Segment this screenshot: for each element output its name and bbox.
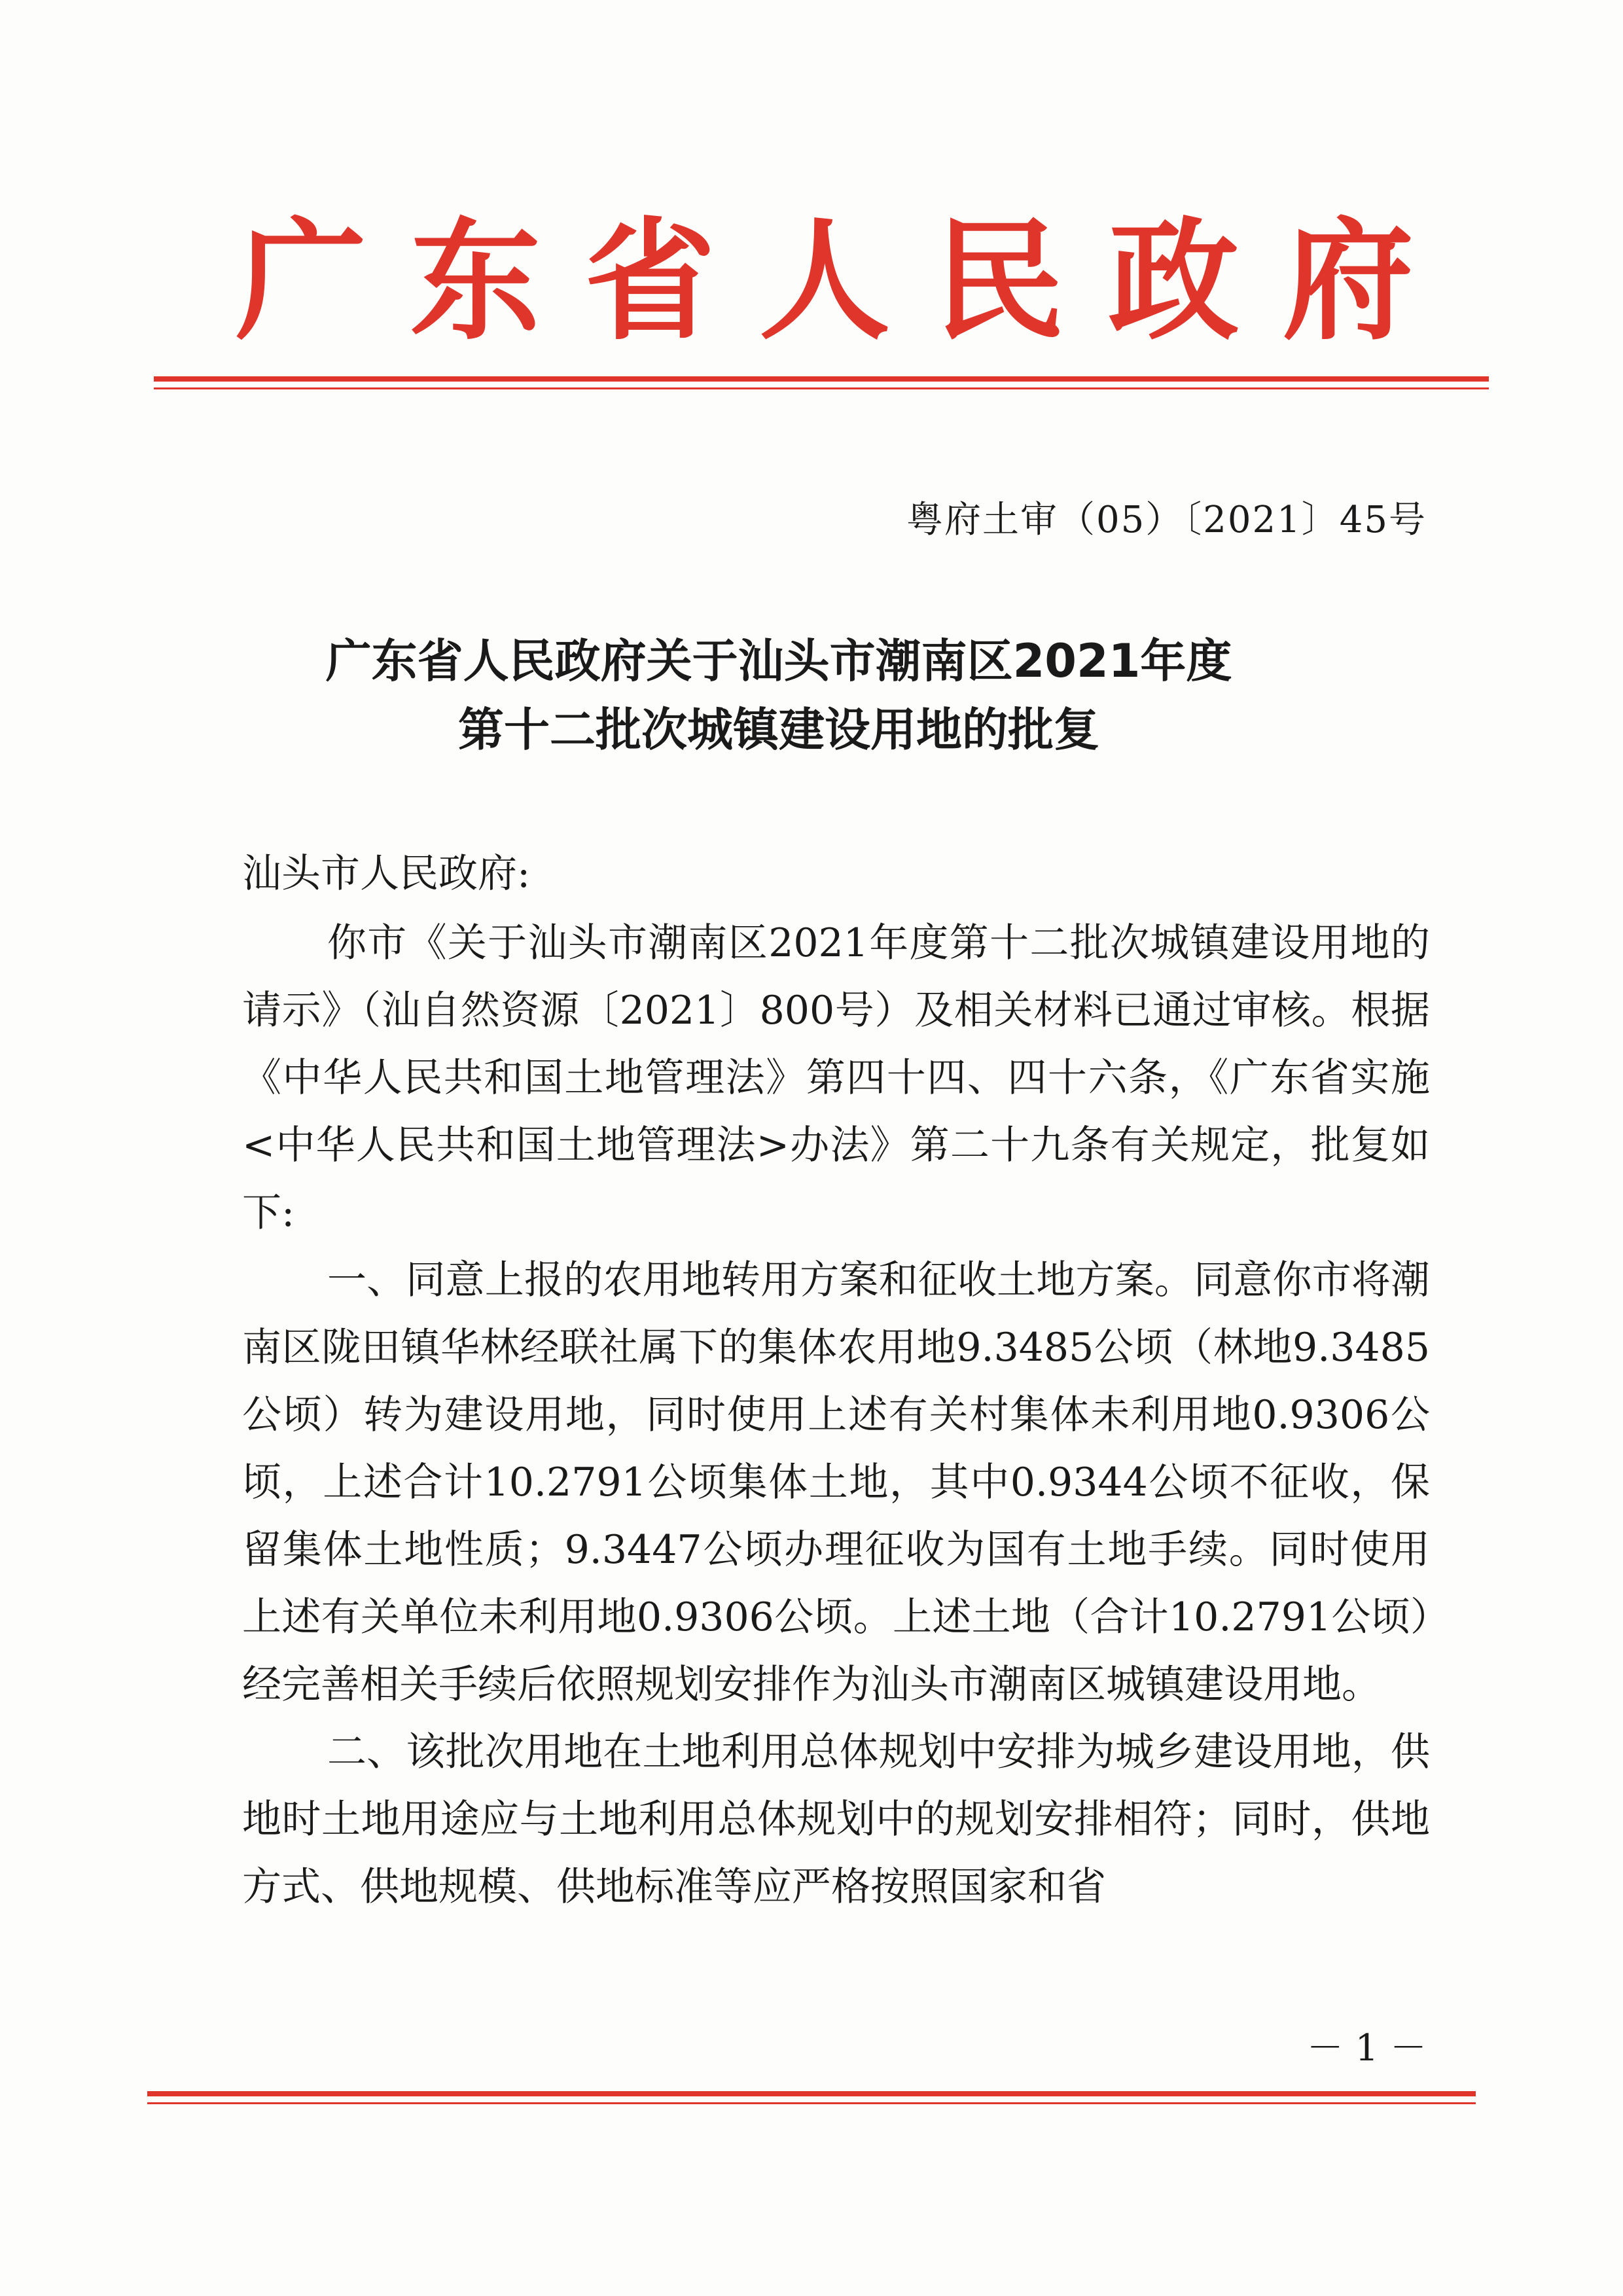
header-char: 民 <box>933 204 1065 358</box>
body-paragraph: 你市《关于汕头市潮南区2021年度第十二批次城镇建设用地的请示》（汕自然资源〔2021〕800号）及相关材料已通过审核。根据《中华人民共和国土地管理法》第四十四、四十六条，《广东省实施<中华人民共和国土地管理法>办法》第二十九条有关规定，批复如下: <box>242 920 1430 1236</box>
document-title-line-2: 第十二批次城镇建设用地的批复 <box>458 703 1099 757</box>
addressee: 汕头市人民政府: <box>242 851 531 897</box>
header-char: 人 <box>758 204 890 358</box>
header-red-rule-thin <box>154 387 1489 389</box>
body-paragraph: 二、该批次用地在土地利用总体规划中安排为城乡建设用地，供地时土地用途应与土地利用总体规划中的规划安排相符；同时，供地方式、供地规模、供地标准等应严格按照国家和省 <box>242 1729 1430 1910</box>
body-paragraph: 一、同意上报的农用地转用方案和征收土地方案。同意你市将潮南区陇田镇华林经联社属下的集体农用地9.3485公顷（林地9.3485公顷）转为建设用地，同时使用上述有关村集体未利用地0.9306公顷，上述合计10.2791公顷集体土地，其中0.9344公顷不征收，保留集体土地性质；9.3447公顷办理征收为国有土地手续。同时使用上述有关单位未利用地0.9306公顷。上述土地（合计10.2791公顷）经完善相关手续后依照规划安排作为汕头市潮南区城镇建设用地。 <box>242 1257 1430 1708</box>
page-number: － 1 － <box>1306 2027 1427 2070</box>
document-number: 粤府土审（05）〔2021〕45号 <box>906 499 1427 541</box>
header-char: 省 <box>584 204 716 358</box>
header-char: 府 <box>1282 204 1414 358</box>
header-red-rule <box>154 376 1489 382</box>
document-title-line-1: 广东省人民政府关于汕头市潮南区2021年度 <box>325 634 1232 688</box>
footer-red-rule-thin <box>147 2102 1476 2104</box>
footer-red-rule <box>147 2091 1476 2096</box>
body-text <box>242 910 1430 1921</box>
issuer-header <box>236 203 1414 360</box>
header-char: 政 <box>1108 204 1240 358</box>
header-char: 东 <box>410 204 541 358</box>
header-char: 广 <box>236 204 367 358</box>
